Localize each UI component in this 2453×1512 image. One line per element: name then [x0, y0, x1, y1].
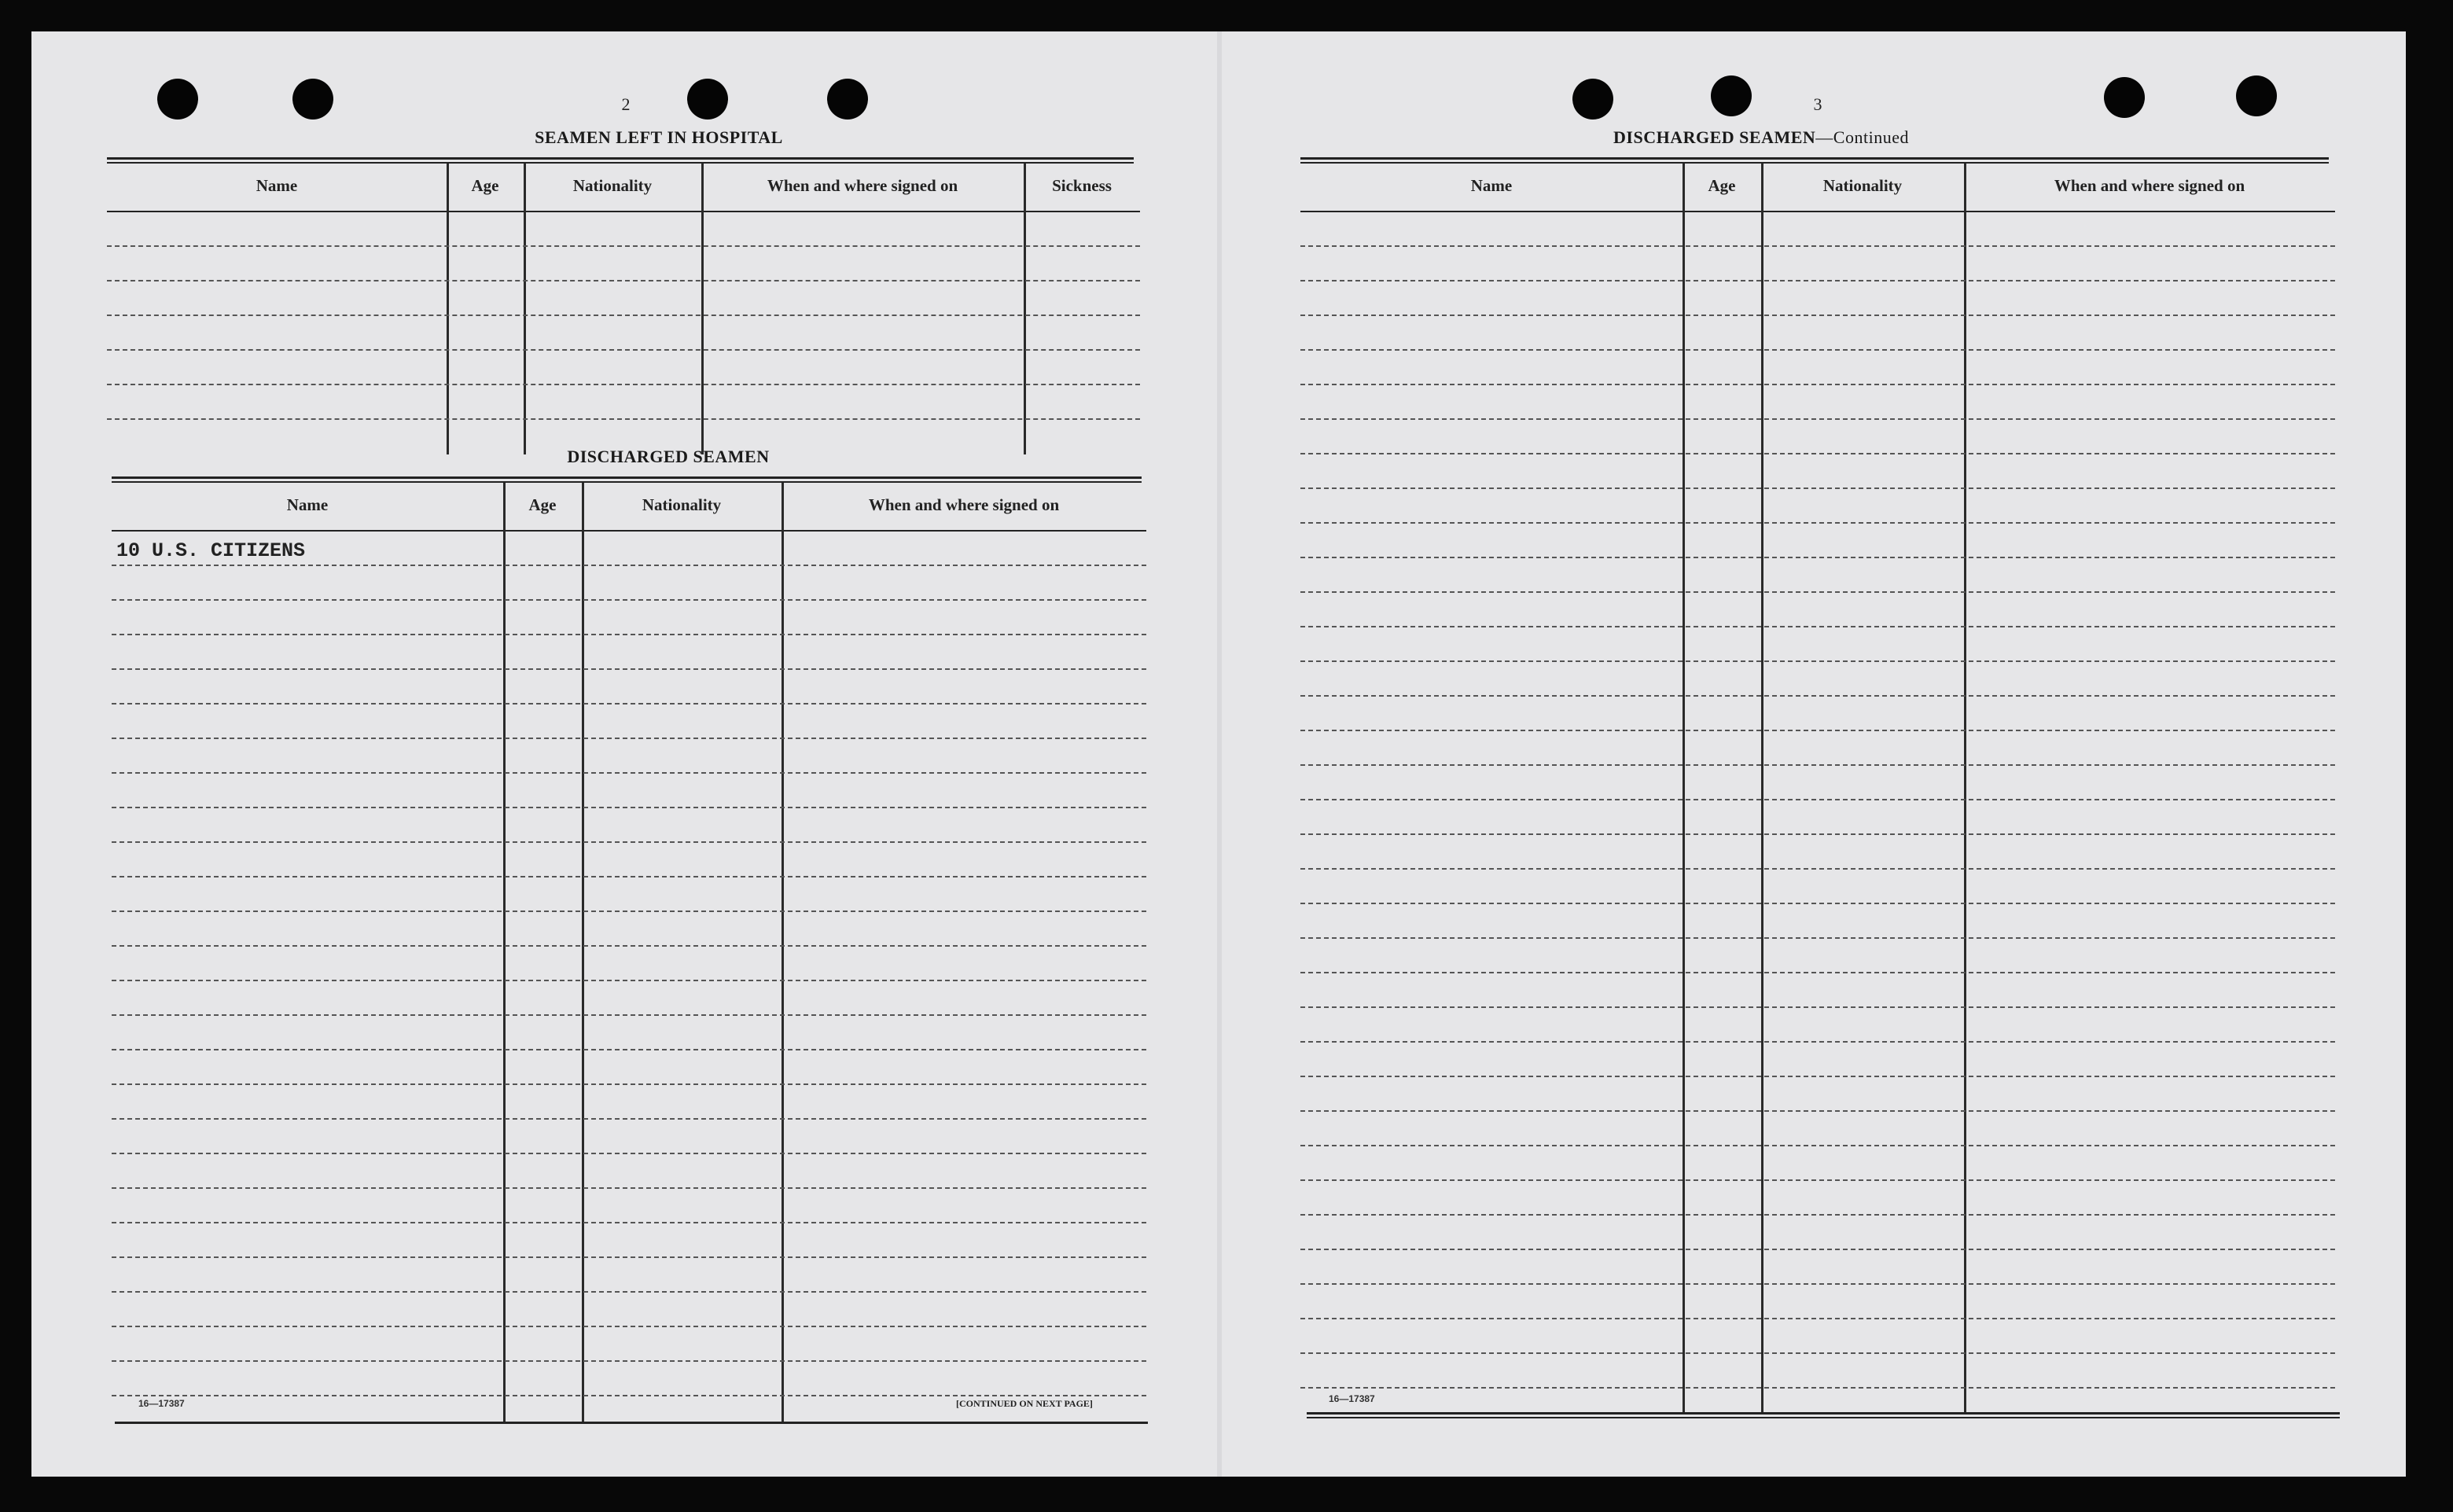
table-row-line [1300, 384, 2335, 385]
column-header: When and where signed on [767, 176, 958, 195]
table-row-line [1300, 557, 2335, 558]
header-underline [107, 211, 1140, 212]
table-row-line [1300, 591, 2335, 593]
table-row-line [1300, 937, 2335, 939]
table-row-line [112, 945, 1146, 947]
column-divider [582, 483, 584, 1422]
table-row-line [112, 738, 1146, 739]
table-row-line [1300, 522, 2335, 524]
column-header: Name [286, 495, 329, 514]
table-row-line [112, 807, 1146, 808]
punch-hole [1711, 75, 1752, 116]
table-row-line [1300, 1318, 2335, 1319]
column-header: Nationality [1822, 176, 1903, 195]
column-header: Age [471, 176, 499, 195]
table-row-line [1300, 1006, 2335, 1008]
column-header: Sickness [1052, 176, 1112, 195]
table-row-line [112, 1153, 1146, 1154]
table-row-line [1300, 349, 2335, 351]
punch-hole [1572, 79, 1613, 120]
table-row-line [107, 315, 1140, 316]
right-top-rule [1300, 157, 2329, 160]
table-row-line [112, 1187, 1146, 1189]
column-header: Nationality [572, 176, 653, 195]
right-section-title-suffix: —Continued [1815, 127, 1909, 147]
column-divider [701, 164, 704, 454]
table-row-line [112, 668, 1146, 670]
page-number-left: 2 [621, 94, 631, 114]
page-fold [1217, 31, 1222, 1477]
table-row-line [112, 772, 1146, 774]
header-underline [112, 530, 1146, 532]
table-row-line [112, 634, 1146, 635]
table-row-line [1300, 695, 2335, 697]
column-divider [782, 483, 784, 1422]
table-row-line [1300, 868, 2335, 870]
column-divider [1024, 164, 1026, 454]
column-header: When and where signed on [868, 495, 1060, 514]
punch-hole [157, 79, 198, 120]
table-row-line [1300, 903, 2335, 904]
table-row-line [112, 1049, 1146, 1050]
table-row-line [112, 703, 1146, 704]
table-row-line [112, 1222, 1146, 1223]
column-header: Nationality [642, 495, 722, 514]
right-discharged-table [1300, 164, 2335, 1412]
form-number-right: 16—17387 [1329, 1393, 1375, 1404]
punch-hole [687, 79, 728, 120]
header-underline [1300, 211, 2335, 212]
form-number-left: 16—17387 [138, 1398, 185, 1409]
form-sheet [31, 31, 2406, 1477]
table-row-line [112, 565, 1146, 566]
left-bottom-rule [115, 1422, 1148, 1424]
punch-hole [2236, 75, 2277, 116]
table-row-line [1300, 418, 2335, 420]
table-row-line [1300, 972, 2335, 973]
table-row-line [1300, 1145, 2335, 1146]
hospital-section-title: SEAMEN LEFT IN HOSPITAL [535, 127, 783, 147]
table-row-line [107, 384, 1140, 385]
typed-entry: 10 U.S. CITIZENS [116, 539, 306, 562]
column-divider [447, 164, 449, 454]
table-row-line [1300, 487, 2335, 489]
column-header: Age [1708, 176, 1736, 195]
column-divider [524, 164, 526, 454]
table-row-line [112, 1395, 1146, 1396]
discharged-top-rule [112, 476, 1142, 479]
table-row-line [112, 1360, 1146, 1362]
table-row-line [107, 280, 1140, 281]
table-row-line [107, 418, 1140, 420]
table-row-line [1300, 245, 2335, 247]
column-divider [503, 483, 506, 1422]
column-divider [1683, 164, 1685, 1412]
column-divider [1761, 164, 1763, 1412]
table-row-line [1300, 833, 2335, 835]
table-row-line [1300, 1387, 2335, 1389]
discharged-section-title: DISCHARGED SEAMEN [567, 447, 770, 466]
punch-hole [2104, 77, 2145, 118]
table-row-line [1300, 280, 2335, 281]
right-bottom-rule [1307, 1412, 2340, 1415]
table-row-line [112, 841, 1146, 843]
table-row-line [112, 599, 1146, 601]
column-header: Name [256, 176, 298, 195]
table-row-line [112, 1291, 1146, 1293]
column-header: When and where signed on [2054, 176, 2245, 195]
table-row-line [112, 1014, 1146, 1016]
table-row-line [1300, 764, 2335, 766]
table-row-line [1300, 626, 2335, 627]
table-row-line [1300, 730, 2335, 731]
table-row-line [112, 1256, 1146, 1258]
column-divider [1964, 164, 1966, 1412]
right-bottom-rule-thin [1307, 1417, 2340, 1418]
discharged-table [112, 483, 1146, 1422]
punch-hole [292, 79, 333, 120]
hospital-table [107, 164, 1140, 454]
table-row-line [112, 980, 1146, 981]
table-row-line [112, 911, 1146, 912]
table-row-line [107, 245, 1140, 247]
table-row-line [1300, 1249, 2335, 1250]
right-section-title [1557, 127, 1966, 148]
table-row-line [1300, 315, 2335, 316]
hospital-top-rule [107, 157, 1134, 160]
table-row-line [1300, 1041, 2335, 1043]
table-row-line [112, 1083, 1146, 1085]
punch-hole [827, 79, 868, 120]
page-number-right: 3 [1813, 94, 1822, 114]
table-row-line [1300, 1283, 2335, 1285]
table-row-line [112, 1118, 1146, 1120]
column-header: Age [528, 495, 557, 514]
table-row-line [1300, 799, 2335, 800]
column-header: Name [1470, 176, 1513, 195]
table-row-line [112, 876, 1146, 877]
right-section-title-main: DISCHARGED SEAMEN [1613, 127, 1816, 147]
table-row-line [107, 349, 1140, 351]
table-row-line [1300, 1110, 2335, 1112]
table-row-line [1300, 1076, 2335, 1077]
table-row-line [1300, 1179, 2335, 1181]
table-row-line [112, 1326, 1146, 1327]
table-row-line [1300, 453, 2335, 454]
table-row-line [1300, 660, 2335, 662]
continued-note: [CONTINUED ON NEXT PAGE] [956, 1398, 1093, 1409]
table-row-line [1300, 1352, 2335, 1354]
table-row-line [1300, 1214, 2335, 1216]
